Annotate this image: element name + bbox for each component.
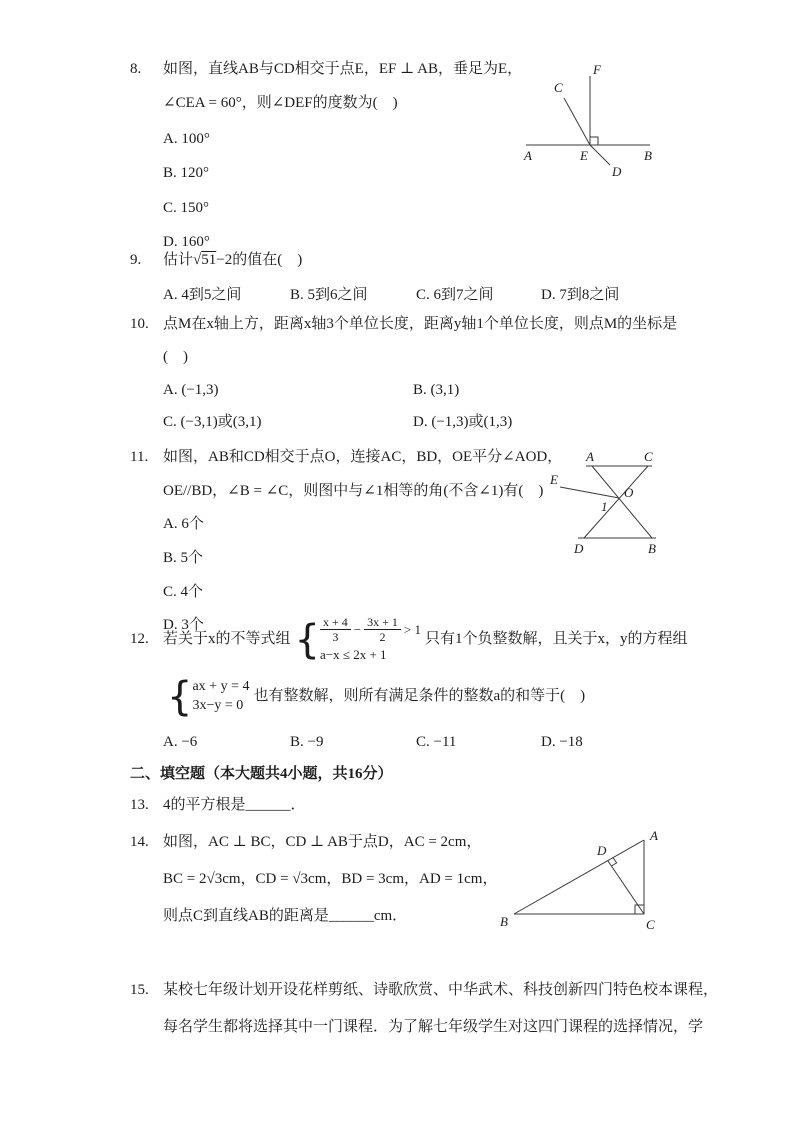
q8-diagram [518,58,670,180]
q10-number: 10. [130,316,149,332]
q12-eq-row1: ax + y = 4 [192,679,250,694]
q11-label-angle1: 1 [601,499,608,514]
q8-right-angle-mark [590,137,598,145]
q9-line1 [130,251,302,271]
q12-system-row2: a−x ≤ 2x + 1 [319,646,387,662]
q14-right-angle-D [611,858,616,866]
q9-option-a: A. 4到5之间 [163,287,242,303]
q8-label-C: C [554,80,563,95]
q12-option-a: A. −6 [163,734,198,750]
q12-option-d: D. −18 [541,734,583,750]
q13-number: 13. [130,797,149,813]
q11-label-D: D [574,541,584,556]
q12-system-row1 [320,615,421,645]
q8-label-A: A [524,148,532,163]
q10-option-d: D. (−1,3)或(1,3) [413,414,513,430]
q12-line1 [130,615,687,664]
q14-diagram [498,826,673,936]
q15-line1 [130,981,718,1001]
q14-line-BA [514,840,644,914]
q11-option-b: B. 5个 [163,550,204,566]
q12-text-post: 也有整数解，则所有满足条件的整数a的和等于( ) [253,688,586,705]
numerator: x + 4 [320,615,351,630]
section-2-title: 二、填空题（本大题共4小题，共16分） [130,766,393,782]
comparison: > 1 [403,622,421,638]
q10-option-c: C. (−3,1)或(3,1) [163,414,262,430]
minus-sign: − [353,622,362,638]
denominator: 3 [332,630,339,645]
q9-number: 9. [130,252,142,268]
q14-label-B: B [500,914,508,929]
q10-option-b: B. (3,1) [413,382,460,398]
q8-label-D: D [612,164,622,179]
q11-ray-OE [560,487,619,498]
q12-equation-system [167,673,250,720]
q12-eq-row2: 3x−y = 0 [192,697,244,713]
q8-option-b: B. 120° [163,165,210,181]
q12-text-mid: 只有1个负整数解，且关于x，y的方程组 [424,630,688,647]
denominator: 2 [379,630,386,645]
q14-line-CD [608,861,644,914]
q14-label-C: C [646,917,655,932]
q13-line1 [130,796,306,816]
q10-line1 [130,315,677,335]
q15-text1: 某校七年级计划开设花样剪纸、诗歌欣赏、中华武术、科技创新四门特色校本课程， [163,982,719,998]
q12-inequality-system [295,615,421,664]
q14-label-D: D [597,843,607,858]
q11-line1 [130,448,562,468]
q8-label-E: E [580,148,588,163]
q8-label-B: B [644,148,652,163]
q12-option-c: C. −11 [416,734,457,750]
brace-icon: { [167,673,193,720]
q14-text1: 如图，AC ⊥ BC，CD ⊥ AB于点D，AC = 2cm， [163,834,482,850]
radical-icon: √ [193,252,202,268]
q11-label-O: O [624,485,634,500]
q11-text1: 如图，AB和CD相交于点O，连接AC，BD，OE平分∠AOD， [163,449,563,465]
q11-line2: OE//BD，∠B = ∠C，则图中与∠1相等的角(不含∠1)有( ) [163,483,544,499]
q12-line2 [163,673,586,720]
q11-number: 11. [130,449,149,465]
q8-line1 [130,60,522,80]
q12-option-b: B. −9 [290,734,324,750]
q15-line2: 每名学生都将选择其中一门课程．为了解七年级学生对这四门课程的选择情况，学 [163,1019,704,1035]
q10-line2: ( ) [163,349,188,365]
q9-text-pre: 估计 [163,252,194,268]
q9-option-b: B. 5到6之间 [290,287,368,303]
q8-option-d: D. 160° [163,234,210,250]
q8-option-a: A. 100° [163,131,210,147]
q14-number: 14. [130,834,149,850]
fraction [364,615,401,645]
q10-text1: 点M在x轴上方，距离x轴3个单位长度，距离y轴1个单位长度，则点M的坐标是 [163,316,678,332]
q14-line2: BC = 2√3cm，CD = √3cm，BD = 3cm，AD = 1cm， [163,871,498,887]
q14-label-A: A [650,828,658,843]
q8-text1: 如图，直线AB与CD相交于点E，EF ⊥ AB，垂足为E， [163,61,523,77]
numerator: 3x + 1 [364,615,401,630]
q8-line2: ∠CEA = 60°，则∠DEF的度数为( ) [163,95,398,111]
q8-line-EC [564,98,590,145]
q8-option-c: C. 150° [163,200,210,216]
q11-line-CD [584,466,648,538]
q9-option-c: C. 6到7之间 [416,287,494,303]
q11-option-a: A. 6个 [163,516,204,532]
brace-icon: { [294,616,320,663]
q13-text1: 4的平方根是______． [163,797,306,813]
q9-radicand: 51 [201,252,217,268]
q14-line1 [130,833,481,853]
q12-number: 12. [130,630,149,647]
fraction [320,615,351,645]
q8-number: 8. [130,61,142,77]
q11-label-B: B [648,541,656,556]
q11-label-E: E [550,472,558,487]
q15-number: 15. [130,982,149,998]
q9-option-d: D. 7到8之间 [541,287,620,303]
q8-line-ED [590,145,610,165]
q11-option-d: D. 3个 [163,617,204,633]
q9-text-post: −2的值在( ) [216,252,303,268]
q14-line3: 则点C到直线AB的距离是______cm． [163,908,408,924]
q11-diagram [548,440,683,560]
q11-label-C: C [644,449,653,464]
q8-label-F: F [593,62,601,77]
q10-option-a: A. (−1,3) [163,382,219,398]
q11-label-A: A [586,449,594,464]
q11-option-c: C. 4个 [163,584,204,600]
q12-text-pre: 若关于x的不等式组 [163,630,291,647]
